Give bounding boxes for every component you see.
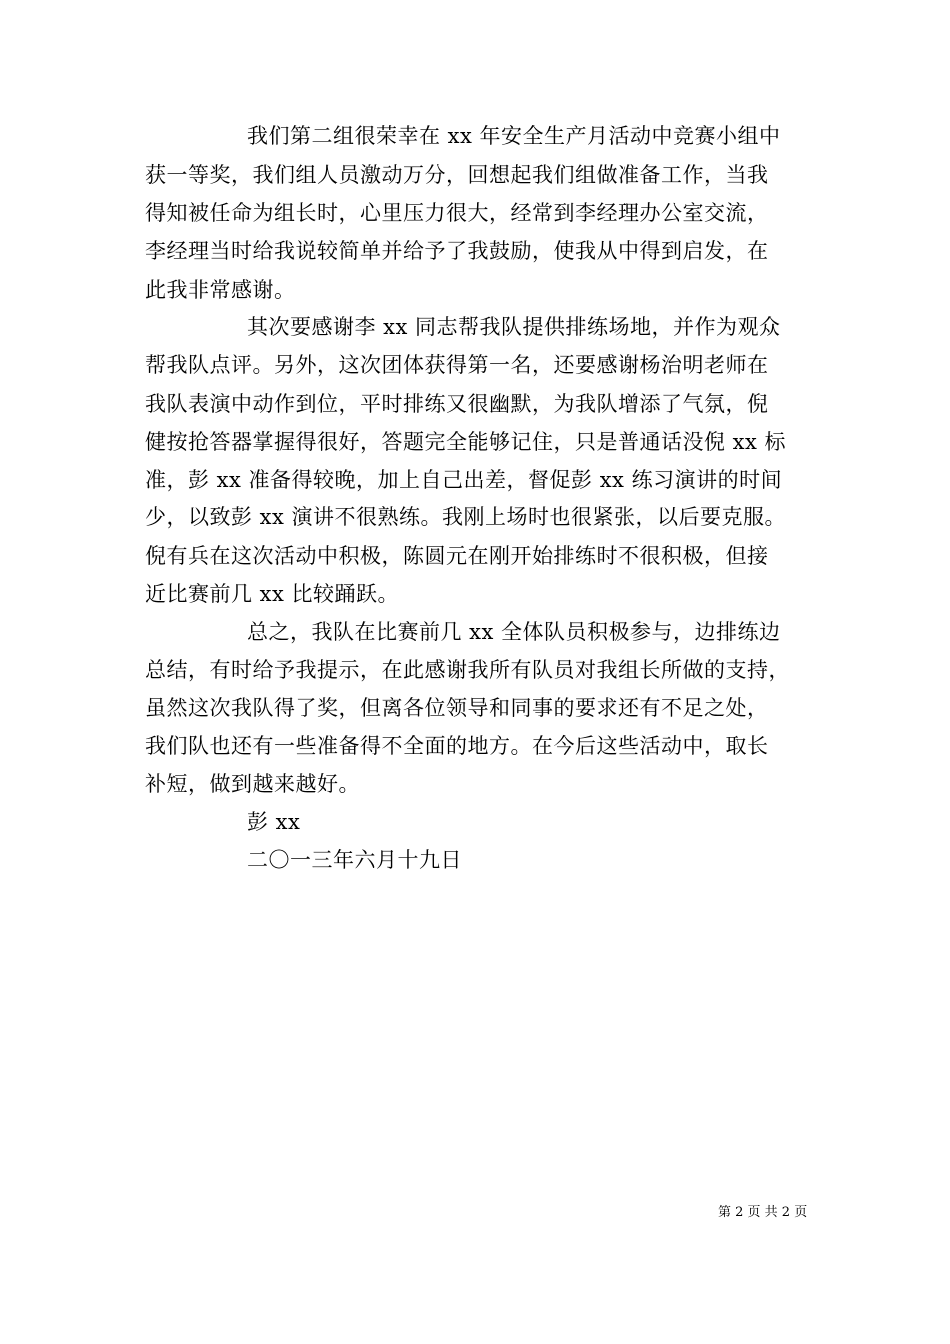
paragraph-3-line-3: 虽然这次我队得了奖，但离各位领导和同事的要求还有不足之处，: [145, 696, 769, 720]
paragraph-3-line-4: 我们队也还有一些准备得不全面的地方。在今后这些活动中，取长: [145, 734, 769, 758]
paragraph-2-line-7: 倪有兵在这次活动中积极，陈圆元在刚开始排练时不很积极，但接: [145, 544, 769, 568]
paragraph-1-line-5: 此我非常感谢。: [145, 278, 296, 302]
paragraph-2-line-4: 健按抢答器掌握得很好，答题完全能够记住，只是普通话没倪 xx 标: [145, 430, 787, 454]
page-number-footer: 第 2 页 共 2 页: [718, 1205, 808, 1220]
signature-name: 彭 xx: [247, 810, 301, 834]
paragraph-3-line-2: 总结，有时给予我提示，在此感谢我所有队员对我组长所做的支持，: [145, 658, 790, 682]
paragraph-1-line-3: 得知被任命为组长时，心里压力很大，经常到李经理办公室交流，: [145, 201, 769, 225]
paragraph-1-line-4: 李经理当时给我说较简单并给予了我鼓励，使我从中得到启发，在: [145, 239, 769, 263]
paragraph-1-line-1: 我们第二组很荣幸在 xx 年安全生产月活动中竞赛小组中: [247, 124, 781, 148]
paragraph-3-line-5: 补短，做到越来越好。: [145, 772, 360, 796]
paragraph-2-line-1: 其次要感谢李 xx 同志帮我队提供排练场地，并作为观众: [247, 315, 781, 339]
paragraph-2-line-2: 帮我队点评。另外，这次团体获得第一名，还要感谢杨治明老师在: [145, 353, 769, 377]
paragraph-3-line-1: 总之，我队在比赛前几 xx 全体队员积极参与，边排练边: [247, 620, 781, 644]
signature-date: 二〇一三年六月十九日: [247, 848, 462, 872]
paragraph-2-line-3: 我队表演中动作到位，平时排练又很幽默，为我队增添了气氛，倪: [145, 392, 769, 416]
paragraph-2-line-8: 近比赛前几 xx 比较踊跃。: [145, 582, 400, 606]
paragraph-1-line-2: 获一等奖，我们组人员激动万分，回想起我们组做准备工作，当我: [145, 163, 769, 187]
paragraph-2-line-5: 准，彭 xx 准备得较晚，加上自己出差，督促彭 xx 练习演讲的时间: [145, 468, 783, 492]
paragraph-2-line-6: 少，以致彭 xx 演讲不很熟练。我刚上场时也很紧张，以后要克服。: [145, 505, 787, 529]
